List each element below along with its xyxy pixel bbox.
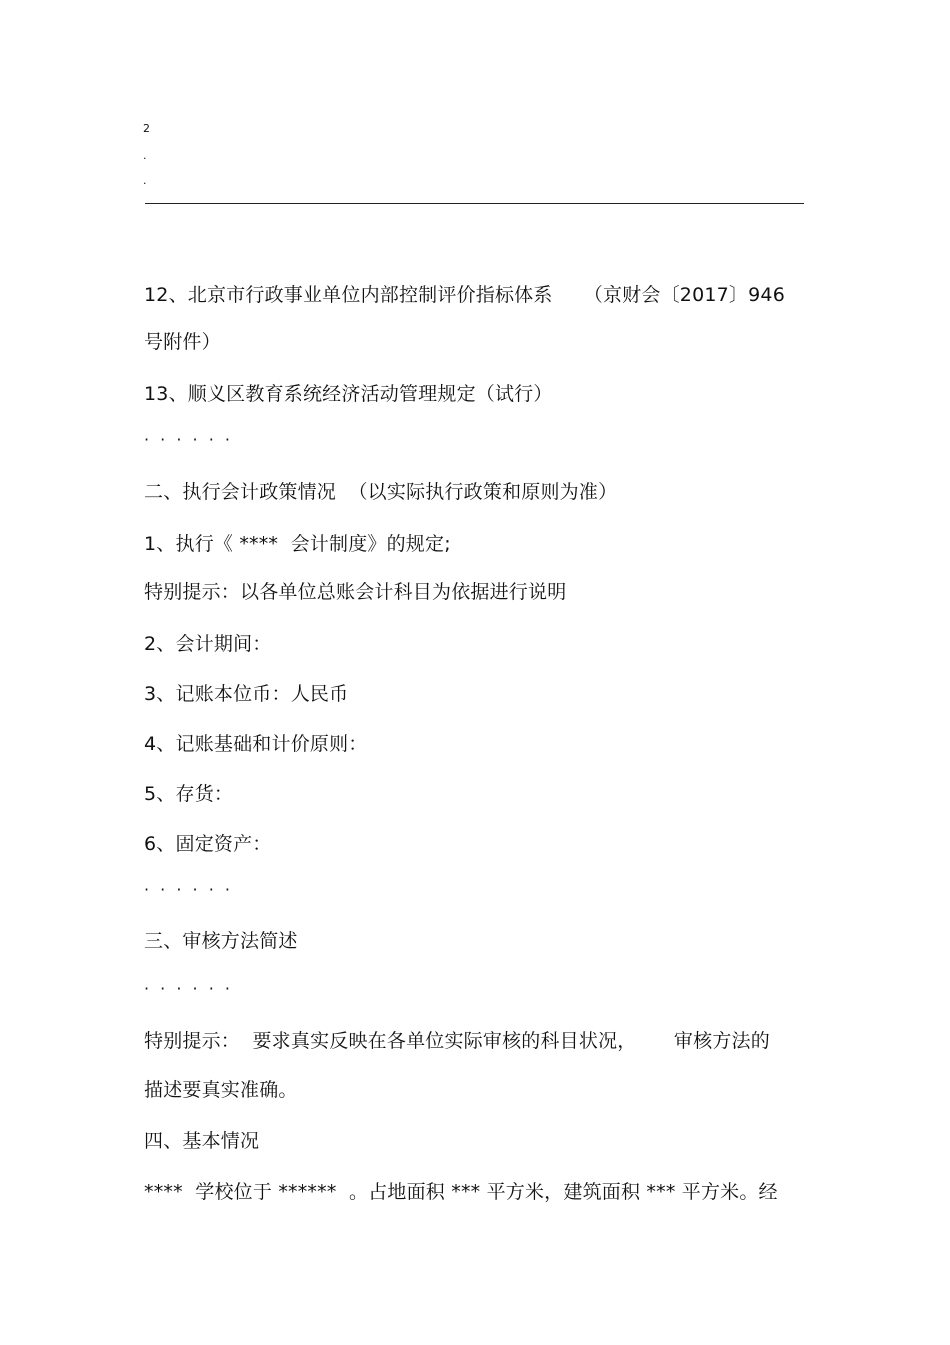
text-line: 4、记账基础和计价原则：	[144, 733, 368, 755]
header-rule	[145, 203, 804, 204]
note-line: 特别提示：以各单位总账会计科目为依据进行说明	[144, 581, 567, 603]
header-mark: .	[143, 174, 147, 187]
ellipsis-line: · · · · · ·	[144, 880, 233, 899]
section-heading: 二、执行会计政策情况 （以实际执行政策和原则为准）	[144, 481, 618, 503]
text-line: 号附件）	[144, 331, 221, 353]
text-line: 3、记账本位币：人民币	[144, 683, 349, 705]
header-mark: .	[143, 149, 147, 162]
text-line: 12、北京市行政事业单位内部控制评价指标体系 （京财会〔2017〕946	[144, 284, 785, 306]
text-line: 1、执行《 **** 会计制度》的规定;	[144, 533, 451, 555]
text-line: 5、存货：	[144, 783, 234, 805]
text-line: 6、固定资产：	[144, 833, 272, 855]
note-line: 特别提示： 要求真实反映在各单位实际审核的科目状况， 审核方法的	[144, 1030, 770, 1052]
text-line: 描述要真实准确。	[144, 1079, 298, 1101]
ellipsis-line: · · · · · ·	[144, 979, 233, 998]
ellipsis-line: · · · · · ·	[144, 430, 233, 449]
text-line: 2、会计期间：	[144, 633, 272, 655]
section-heading: 四、基本情况	[144, 1130, 260, 1152]
page-number: 2	[143, 122, 150, 135]
text-line: 13、顺义区教育系统经济活动管理规定（试行）	[144, 383, 553, 405]
section-heading: 三、审核方法简述	[144, 930, 298, 952]
text-line: **** 学校位于 ****** 。占地面积 *** 平方米，建筑面积 *** 平方米。经	[144, 1181, 778, 1203]
